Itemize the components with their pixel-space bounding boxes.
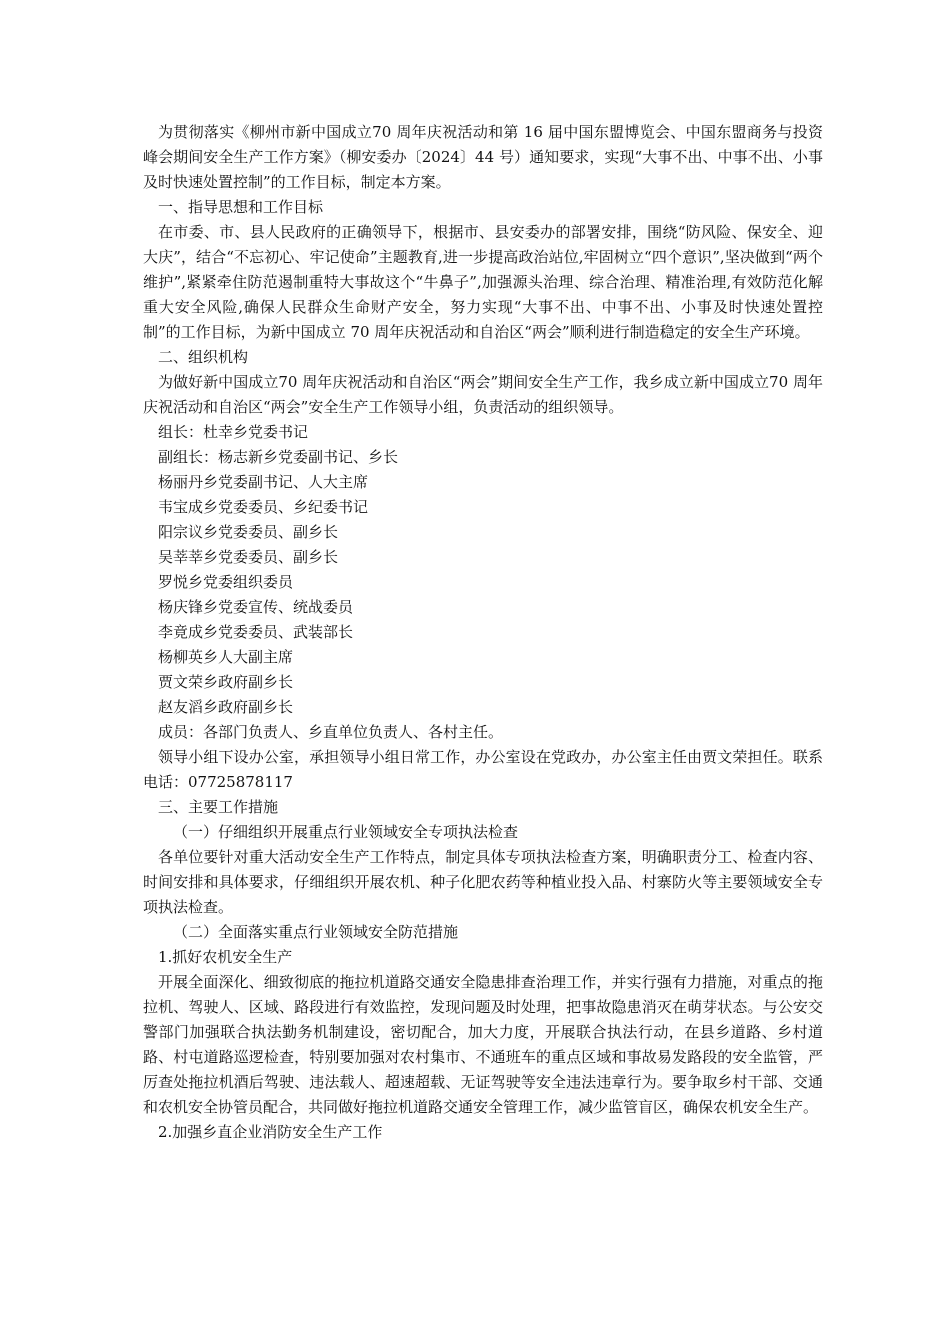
list-item-members: 成员：各部门负责人、乡直单位负责人、各村主任。	[158, 723, 504, 741]
list-item-member: 李竟成乡党委委员、武装部长	[158, 623, 354, 641]
subsection-heading-1: （一）仔细组织开展重点行业领域安全专项执法检查	[173, 823, 519, 841]
item-heading-1: 1.抓好农机安全生产	[158, 948, 293, 966]
list-item-member: 阳宗议乡党委委员、副乡长	[158, 523, 339, 541]
paragraph-guiding-ideology: 在市委、市、县人民政府的正确领导下，根据市、县安委办的部署安排，围绕“防风险、保安全、迎大庆”，结合“不忘初心、牢记使命”主题教育,进一步提高政治站位,牢固树立“四个意识”,坚决做到“两个维护”,紧紧牵住防范遏制重特大事故这个“牛鼻子”,加强源头治理、综合治理、精准治理,有效防范化解重大安全风险,确保人民群众生命财产安全，努力实现“大事不出、中事不出、小事及时快速处置控制”的工作目标，为新中国成立 70 周年庆祝活动和自治区“两会”顺利进行制造稳定的安全生产环境。	[143, 223, 823, 341]
item-heading-2: 2.加强乡直企业消防安全生产工作	[158, 1123, 383, 1141]
list-item-member: 杨柳英乡人大副主席	[158, 648, 294, 666]
paragraph-inspection: 各单位要针对重大活动安全生产工作特点，制定具体专项执法检查方案，明确职责分工、检查内容、时间安排和具体要求，仔细组织开展农机、种子化肥农药等种植业投入品、村寨防火等主要领域安全专项执法检查。	[143, 848, 823, 916]
section-heading-3: 三、主要工作措施	[158, 798, 279, 816]
paragraph-office: 领导小组下设办公室，承担领导小组日常工作，办公室设在党政办，办公室主任由贾文荣担任。联系电话：07725878117	[143, 748, 823, 791]
document-body	[143, 120, 823, 1145]
list-item-member: 吴莘莘乡党委委员、副乡长	[158, 548, 339, 566]
section-heading-2: 二、组织机构	[158, 348, 249, 366]
paragraph-organization: 为做好新中国成立70 周年庆祝活动和自治区“两会”期间安全生产工作，我乡成立新中国成立70 周年庆祝活动和自治区“两会”安全生产工作领导小组，负责活动的组织领导。	[143, 373, 823, 416]
list-item-member: 韦宝成乡党委委员、乡纪委书记	[158, 498, 369, 516]
list-item-member: 杨庆锋乡党委宣传、统战委员	[158, 598, 354, 616]
list-item-deputy-leader: 副组长：杨志新乡党委副书记、乡长	[158, 448, 399, 466]
list-item-member: 杨丽丹乡党委副书记、人大主席	[158, 473, 369, 491]
section-heading-1: 一、指导思想和工作目标	[158, 198, 324, 216]
list-item-member: 贾文荣乡政府副乡长	[158, 673, 294, 691]
list-item-member: 赵友滔乡政府副乡长	[158, 698, 294, 716]
subsection-heading-2: （二）全面落实重点行业领域安全防范措施	[173, 923, 459, 941]
list-item-leader: 组长：杜幸乡党委书记	[158, 423, 309, 441]
intro-paragraph: 为贯彻落实《柳州市新中国成立70 周年庆祝活动和第 16 届中国东盟博览会、中国东盟商务与投资峰会期间安全生产工作方案》（柳安委办〔2024〕44 号）通知要求，实现“大事不出、中事不出、小事及时快速处置控制”的工作目标，制定本方案。	[143, 123, 823, 191]
list-item-member: 罗悦乡党委组织委员	[158, 573, 294, 591]
paragraph-agri-machinery: 开展全面深化、细致彻底的拖拉机道路交通安全隐患排查治理工作，并实行强有力措施，对重点的拖拉机、驾驶人、区域、路段进行有效监控，发现问题及时处理，把事故隐患消灭在萌芽状态。与公安交警部门加强联合执法勤务机制建设，密切配合，加大力度，开展联合执法行动，在县乡道路、乡村道路、村屯道路巡逻检查，特别要加强对农村集市、不通班车的重点区域和事故易发路段的安全监管，严厉查处拖拉机酒后驾驶、违法载人、超速超载、无证驾驶等安全违法违章行为。要争取乡村干部、交通和农机安全协管员配合，共同做好拖拉机道路交通安全管理工作，减少监管盲区，确保农机安全生产。	[143, 973, 823, 1116]
